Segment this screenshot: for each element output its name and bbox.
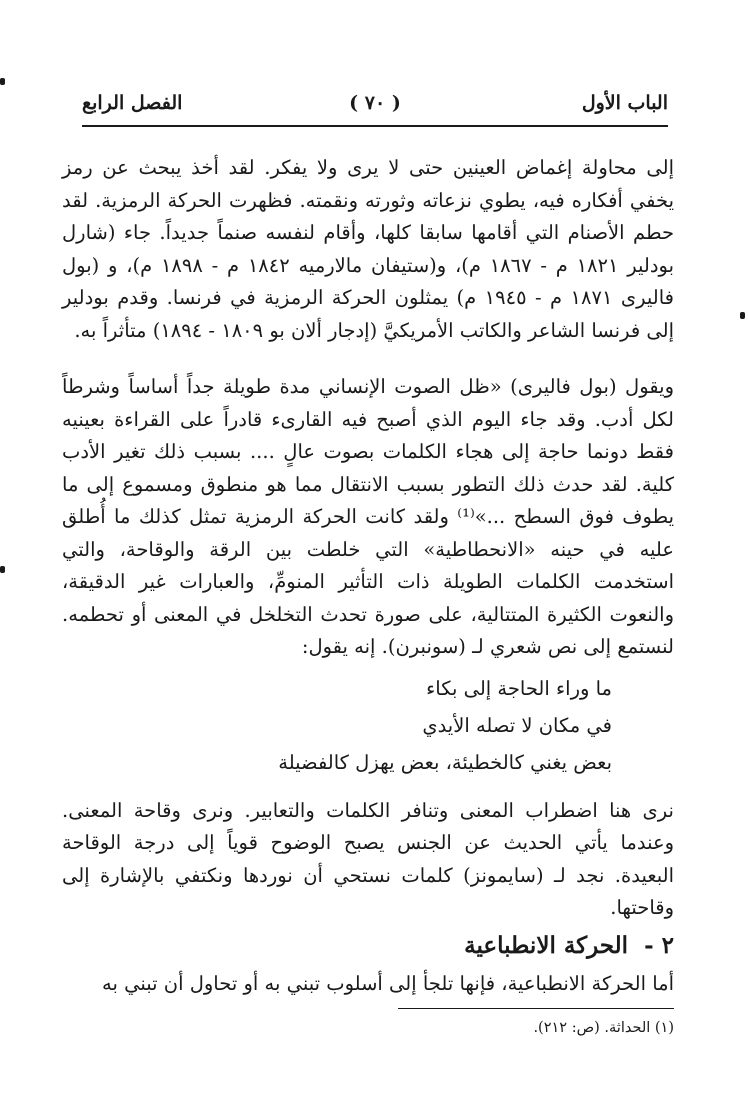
poem-line-1: ما وراء الحاجة إلى بكاء	[426, 676, 612, 700]
paragraph-3: نرى هنا اضطراب المعنى وتنافر الكلمات والتعابير. ونرى وقاحة المعنى. وعندما يأتي الحديث عن الجنس يصبح الوضوح قوياً إلى درجة الوقاحة البعيدة. نجد لـ (سايمونز) كلمات نستحي أن نوردها ونكتفي بالإشارة إلى وقاحتها.	[62, 798, 674, 919]
poem-line-2: في مكان لا تصله الأيدي	[422, 713, 612, 737]
section-label: الفصل الرابع	[82, 92, 183, 114]
margin-mark-left	[0, 566, 5, 573]
section-number: ٢ -	[644, 932, 674, 959]
paragraph-4: أما الحركة الانطباعية، فإنها تلجأ إلى أسلوب تبني به أو تحاول أن تبني به	[102, 972, 674, 995]
main-text	[62, 152, 674, 925]
paragraph-1: إلى محاولة إغماض العينين حتى لا يرى ولا يفكر. لقد أخذ يبحث عن رمز يخفي أفكاره فيه، يطوي نزعاته وثورته ونقمته. فظهرت الحركة الرمزية. لقد حطم الأصنام التي أقامها سابقا كلها، وأقام لنفسه صنماً جديداً. جاء (شارل بودلير ١٨٢١ م - ١٨٦٧ م)، و(ستيفان مالارميه ١٨٤٢ م - ١٨٩٨ م)، و (بول فاليرى ١٨٧١ م - ١٩٤٥ م) يمثلون الحركة الرمزية في فرنسا. وقدم بودلير إلى فرنسا الشاعر والكاتب الأمريكيَّ (إدجار ألان بو ١٨٠٩ - ١٨٩٤) متأثراً به.	[62, 156, 674, 342]
paragraph-2: ويقول (بول فاليرى) «ظل الصوت الإنساني مدة طويلة جداً أساساً وشرطاً لكل أدب. وقد جاء اليوم الذي أصبح فيه القارىء قادراً على القراءة بعينيه فقط دونما حاجة إلى هجاء الكلمات بصوت عالٍ .... بسبب ذلك تغير الأدب كلية. لقد حدث ذلك التطور بسبب الانتقال مما هو منطوق ومسموع إلى ما يطوف فوق السطح ...»⁽¹⁾ ولقد كانت الحركة الرمزية تمثل كذلك ما أُطلق عليه في حينه «الانحطاطية» التي خلطت بين الرقة والوقاحة، والتي استخدمت الكلمات الطويلة ذات التأثير المنومِّ، والعبارات غير الدقيقة، والنعوت الكثيرة المتتالية، على صورة تحدث التخلخل في المعنى أو تحطمه. لنستمع إلى نص شعري لـ (سونبرن). إنه يقول:	[62, 375, 674, 658]
page-number: ( ٧٠ )	[349, 92, 401, 114]
poem-line-3: بعض يغني كالخطيئة، بعض يهزل كالفضيلة	[278, 750, 612, 774]
margin-mark-right	[740, 312, 745, 319]
margin-mark-top	[0, 78, 5, 85]
section-title: الحركة الانطباعية	[464, 932, 629, 959]
header-rule	[82, 125, 668, 127]
poem-quote	[62, 670, 674, 781]
running-header	[82, 92, 668, 122]
chapter-label: الباب الأول	[581, 92, 668, 114]
footnote-rule	[398, 1008, 674, 1009]
footnote: (١) الحداثة. (ص: ٢١٢).	[533, 1020, 674, 1036]
section-heading	[62, 928, 674, 964]
